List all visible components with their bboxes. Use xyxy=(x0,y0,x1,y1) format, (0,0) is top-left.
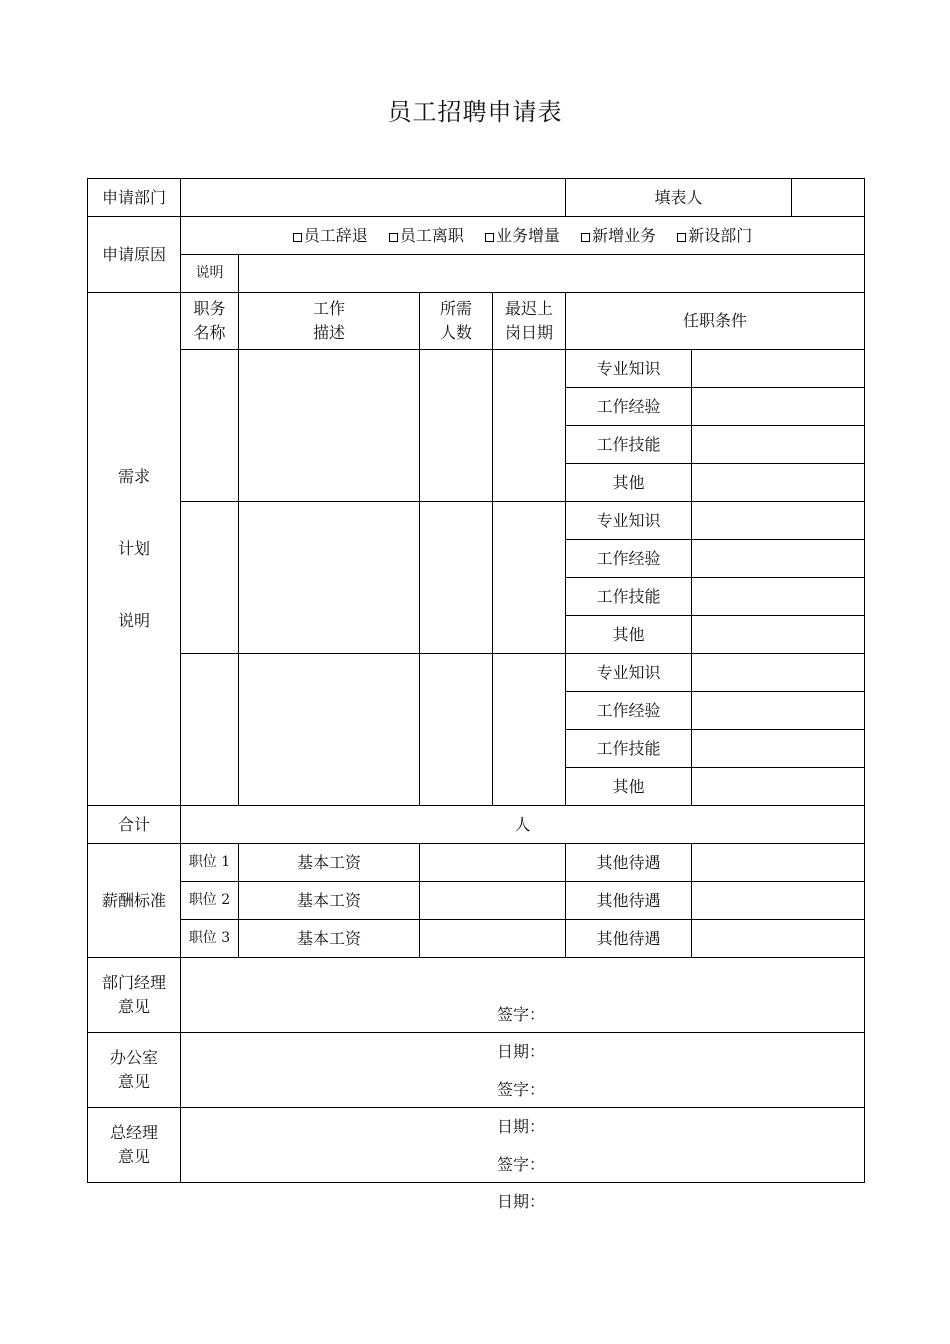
dept-manager-opinion-label: 部门经理 意见 xyxy=(88,958,181,1033)
sign-label: 签字： xyxy=(497,1155,546,1174)
position-field[interactable] xyxy=(181,654,239,806)
requirement-field[interactable] xyxy=(692,578,865,616)
requirement-field[interactable] xyxy=(692,768,865,806)
form-title: 员工招聘申请表 xyxy=(387,98,563,126)
checkbox[interactable] xyxy=(485,233,494,242)
position-field[interactable] xyxy=(181,502,239,654)
requirement-label: 专业知识 xyxy=(566,502,692,540)
requirement-field[interactable] xyxy=(692,426,865,464)
base-salary-field[interactable] xyxy=(420,882,566,920)
salary-position-label: 职位 1 xyxy=(181,844,239,882)
date-field[interactable] xyxy=(493,350,566,502)
requirement-label: 工作技能 xyxy=(566,730,692,768)
checkbox[interactable] xyxy=(389,233,398,242)
checkbox[interactable] xyxy=(293,233,302,242)
base-salary-label: 基本工资 xyxy=(239,844,420,882)
requirement-label: 其他 xyxy=(566,616,692,654)
reason-option[interactable]: 新设部门 xyxy=(677,226,752,245)
requirement-field[interactable] xyxy=(692,350,865,388)
reason-option[interactable]: 员工离职 xyxy=(389,226,464,245)
salary-position-label: 职位 2 xyxy=(181,882,239,920)
salary-position-label: 职位 3 xyxy=(181,920,239,958)
requirement-field[interactable] xyxy=(692,540,865,578)
recruitment-form-table xyxy=(87,178,865,1211)
note-label: 说明 xyxy=(181,255,239,293)
date-label: 日期： xyxy=(497,1042,546,1061)
total-label: 合计 xyxy=(88,806,181,844)
requirement-label: 工作技能 xyxy=(566,426,692,464)
requirement-label: 专业知识 xyxy=(566,350,692,388)
other-benefits-label: 其他待遇 xyxy=(566,844,692,882)
note-field[interactable] xyxy=(239,255,865,293)
date-label: 日期： xyxy=(497,1192,546,1211)
dept-field[interactable] xyxy=(181,179,566,217)
requirement-label: 工作经验 xyxy=(566,692,692,730)
other-benefits-field[interactable] xyxy=(692,920,865,958)
other-benefits-field[interactable] xyxy=(692,844,865,882)
requirement-field[interactable] xyxy=(692,502,865,540)
requirement-label: 工作经验 xyxy=(566,388,692,426)
requirement-field[interactable] xyxy=(692,388,865,426)
requirement-field[interactable] xyxy=(692,616,865,654)
requirement-field[interactable] xyxy=(692,654,865,692)
count-field[interactable] xyxy=(420,502,493,654)
col-description-header: 工作 描述 xyxy=(239,293,420,350)
sign-label: 签字： xyxy=(497,1080,546,1099)
col-count-header: 所需 人数 xyxy=(420,293,493,350)
general-manager-opinion-label: 总经理 意见 xyxy=(88,1108,181,1183)
date-field[interactable] xyxy=(493,654,566,806)
base-salary-field[interactable] xyxy=(420,920,566,958)
reason-option[interactable]: 业务增量 xyxy=(485,226,560,245)
col-position-header: 职务 名称 xyxy=(181,293,239,350)
filler-label: 填表人 xyxy=(566,179,792,217)
date-label: 日期： xyxy=(497,1117,546,1136)
demand-plan-label: 需求 计划 说明 xyxy=(88,293,181,806)
base-salary-field[interactable] xyxy=(420,844,566,882)
other-benefits-label: 其他待遇 xyxy=(566,882,692,920)
requirement-label: 工作技能 xyxy=(566,578,692,616)
requirement-field[interactable] xyxy=(692,464,865,502)
checkbox[interactable] xyxy=(581,233,590,242)
salary-label: 薪酬标准 xyxy=(88,844,181,958)
requirement-label: 专业知识 xyxy=(566,654,692,692)
reason-option[interactable]: 新增业务 xyxy=(581,226,656,245)
reason-label: 申请原因 xyxy=(88,217,181,293)
requirement-field[interactable] xyxy=(692,730,865,768)
checkbox[interactable] xyxy=(677,233,686,242)
other-benefits-field[interactable] xyxy=(692,882,865,920)
description-field[interactable] xyxy=(239,654,420,806)
sign-label: 签字： xyxy=(497,1005,546,1024)
office-opinion-label: 办公室 意见 xyxy=(88,1033,181,1108)
filler-field[interactable] xyxy=(792,179,865,217)
reason-option[interactable]: 员工辞退 xyxy=(293,226,368,245)
requirement-label: 其他 xyxy=(566,768,692,806)
col-date-header: 最迟上 岗日期 xyxy=(493,293,566,350)
requirement-label: 其他 xyxy=(566,464,692,502)
requirement-label: 工作经验 xyxy=(566,540,692,578)
description-field[interactable] xyxy=(239,502,420,654)
count-field[interactable] xyxy=(420,654,493,806)
other-benefits-label: 其他待遇 xyxy=(566,920,692,958)
date-field[interactable] xyxy=(493,502,566,654)
count-field[interactable] xyxy=(420,350,493,502)
base-salary-label: 基本工资 xyxy=(239,882,420,920)
base-salary-label: 基本工资 xyxy=(239,920,420,958)
description-field[interactable] xyxy=(239,350,420,502)
dept-manager-opinion-field[interactable] xyxy=(181,958,865,1061)
col-requirements-header: 任职条件 xyxy=(566,293,865,350)
reason-options xyxy=(181,217,865,255)
dept-label: 申请部门 xyxy=(88,179,181,217)
requirement-field[interactable] xyxy=(692,692,865,730)
total-field[interactable]: 人 xyxy=(181,806,865,844)
position-field[interactable] xyxy=(181,350,239,502)
